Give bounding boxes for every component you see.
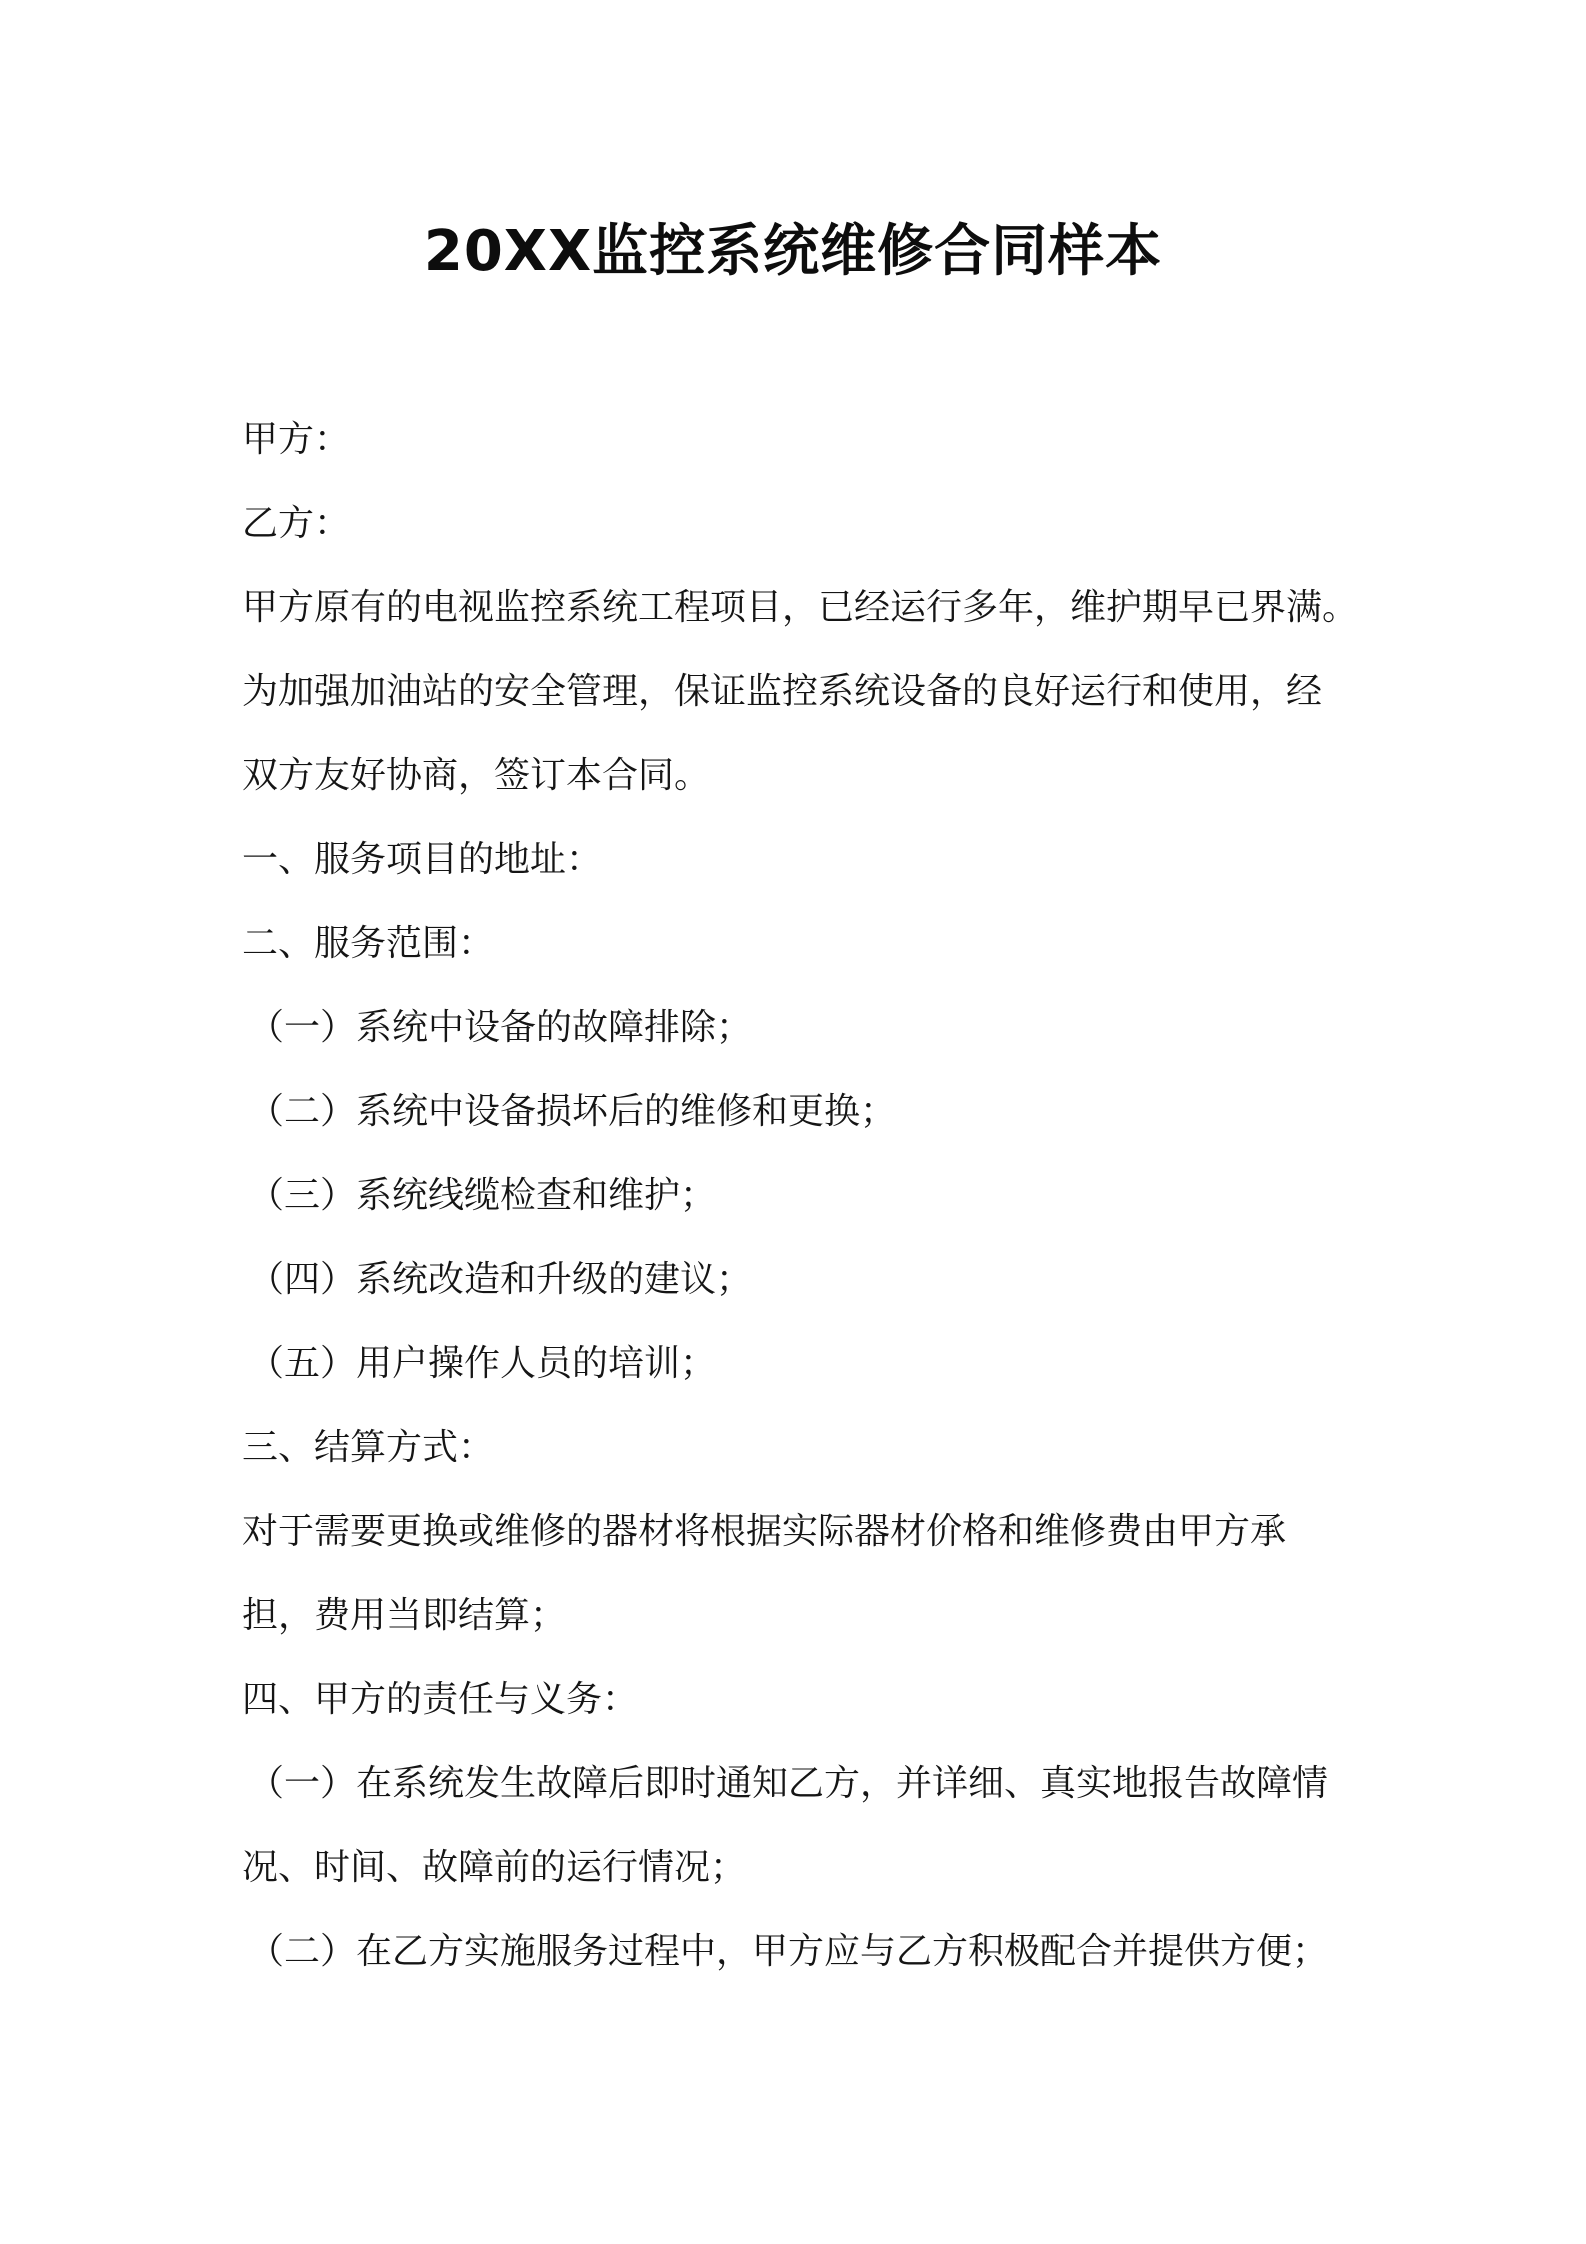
section-heading-address: 一、服务项目的地址： xyxy=(242,839,603,880)
scope-item-5: （五）用户操作人员的培训； xyxy=(248,1343,717,1384)
scope-item-4: （四）系统改造和升级的建议； xyxy=(248,1259,753,1300)
scope-item-1: （一）系统中设备的故障排除； xyxy=(248,1007,753,1048)
duty-item-2: （二）在乙方实施服务过程中，甲方应与乙方积极配合并提供方便； xyxy=(248,1931,1329,1972)
intro-paragraph-line-2: 为加强加油站的安全管理，保证监控系统设备的良好运行和使用，经 xyxy=(242,671,1323,712)
scope-item-2: （二）系统中设备损坏后的维修和更换； xyxy=(248,1091,897,1132)
scope-item-3: （三）系统线缆检查和维护； xyxy=(248,1175,717,1216)
document-title: 20XX监控系统维修合同样本 xyxy=(423,219,1163,284)
intro-paragraph-line-3: 双方友好协商，签订本合同。 xyxy=(242,755,711,796)
settlement-paragraph-line-2: 担，费用当即结算； xyxy=(242,1595,567,1636)
party-b-line: 乙方： xyxy=(242,503,351,544)
party-a-line: 甲方： xyxy=(242,419,351,460)
section-heading-scope: 二、服务范围： xyxy=(242,923,495,964)
intro-paragraph-line-1: 甲方原有的电视监控系统工程项目，已经运行多年，维护期早已界满。 xyxy=(242,587,1359,628)
section-heading-party-a-duties: 四、甲方的责任与义务： xyxy=(242,1679,639,1720)
duty-item-1-line-2: 况、时间、故障前的运行情况； xyxy=(242,1847,747,1888)
settlement-paragraph-line-1: 对于需要更换或维修的器材将根据实际器材价格和维修费由甲方承 xyxy=(242,1511,1287,1552)
contract-body xyxy=(242,398,1362,1994)
section-heading-settlement: 三、结算方式： xyxy=(242,1427,495,1468)
duty-item-1-line-1: （一）在系统发生故障后即时通知乙方，并详细、真实地报告故障情 xyxy=(248,1763,1329,1804)
